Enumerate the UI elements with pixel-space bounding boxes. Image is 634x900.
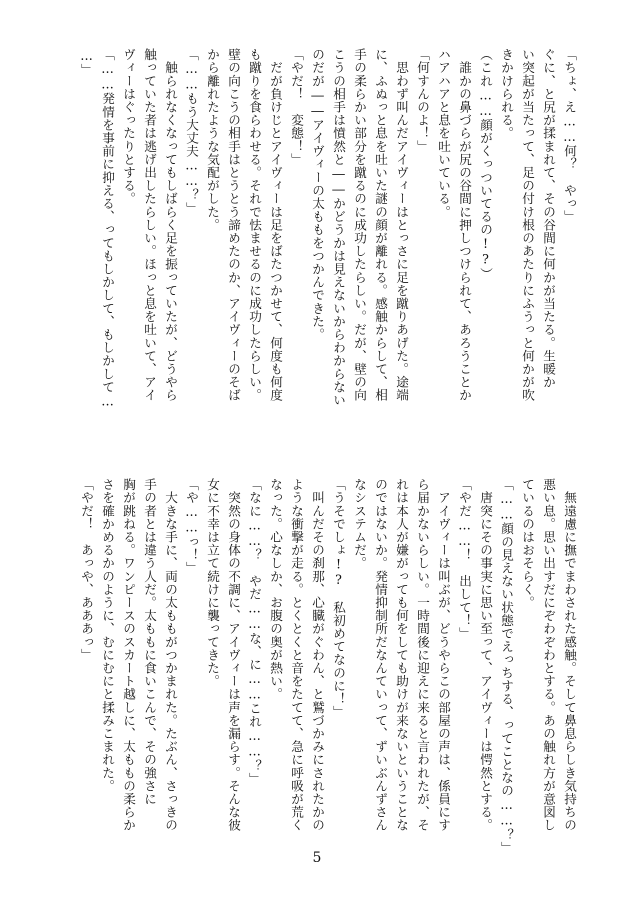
text-line: きかけられる。	[499, 48, 514, 140]
text-line: れは本人が嫌がっても何をしても助けが来ないということな	[394, 478, 409, 832]
lower-text-block	[75, 478, 580, 855]
text-line: さを確かめるかのように、むにむにと揉みこまれた。	[100, 478, 115, 793]
text-line: （これ……顔がくっついてるの!?）	[478, 48, 493, 281]
text-line: 女に不幸は立て続けに襲ってきた。	[205, 478, 220, 688]
text-line: 大きな手に、両の太ももがつかまれた。たぶん、さっきの	[163, 478, 178, 832]
text-line: い突起が当たって、足の付け根のあたりにふうっと何かが吹	[520, 48, 535, 402]
text-line: 「や……っ！」	[184, 478, 199, 575]
text-line: 悪い息。思い出すだにぞわぞわとする。あの触れ方が意図し	[541, 478, 556, 832]
text-line: 胸が跳ねる。ワンピースのスカート越しに、太ももの柔らか	[121, 478, 136, 832]
text-line: に、ふぬっと息を吐いた謎の顔が離れる。感触からして、相	[373, 48, 388, 402]
text-line: 「……もう大丈夫……？」	[184, 48, 199, 215]
text-line: 「ちょ、え……何？ やっ」	[562, 48, 577, 224]
text-line: 壁の向こうの相手はとうとう諦めたのか、アイヴィーのそば	[226, 48, 241, 402]
text-line: 唐突にその事実に思い至って、アイヴィーは愕然とする。	[478, 478, 493, 832]
text-line: 「やだ！ あっや、あああっ」	[79, 478, 94, 662]
text-line: 「やだ！ 変態！」	[289, 48, 304, 166]
text-line: 思わず叫んだアイヴィーはとっさに足を蹴りあげた。途端	[394, 48, 409, 402]
text-line: 誰かの鼻づらが尻の谷間に押しつけられて、あろうことか	[457, 48, 472, 402]
text-line: ヴィーはぐったりとする。	[121, 48, 136, 206]
text-line: 「なに……？ やだ……な、に……これ……？」	[247, 478, 262, 786]
text-line: のだが――アイヴィーの太ももをつかんできた。	[310, 48, 325, 341]
text-line: アイヴィーは叫ぶが、どうやらこの部屋の声は、係員にす	[436, 478, 451, 832]
text-line: 無遠慮に撫でまわされた感触。そして鼻息らしき気持ちの	[562, 478, 577, 832]
text-line: なった。心なしか、お腹の奥が熱い。	[268, 478, 283, 701]
text-line: ら届かないらしい。一時間後に迎えに来ると言われたが、そ	[415, 478, 430, 832]
text-line: 叫んだその刹那、心臓がぐわん、と鷲づかみにされたかの	[310, 478, 325, 832]
text-line: ハアハアと息を吐いている。	[436, 48, 451, 219]
text-line: 手の者とは違う人だ。太ももに食いこんで、その強さに	[142, 478, 157, 806]
text-line: 触っていた者は逃げ出したらしい。ほっと息を吐いて、アイ	[142, 48, 157, 402]
text-line: なシステムだ。	[352, 478, 367, 570]
text-line: から離れたような気配がした。	[205, 48, 220, 232]
text-line: こうの相手は憤然と――かどうかは見えないからわからない	[331, 48, 346, 407]
text-line: 「……発情を事前に抑える、ってもしかして、もしかして…	[100, 48, 115, 409]
text-line: 突然の身体の不調に、アイヴィーは声を漏らす。そんな彼	[226, 478, 241, 832]
text-line: 「何すんのよ！」	[415, 48, 430, 153]
text-line: ているのはおそらく。	[520, 478, 535, 609]
text-line: ぐに、と尻が揉まれて、その谷間に何かが当たる。生暖か	[541, 48, 556, 389]
text-line: も蹴りを食らわせる。それで怯ませるのに成功したらしい。	[247, 48, 262, 402]
upper-text-block	[75, 48, 580, 448]
page-number: 5	[312, 850, 322, 866]
text-line: のではないか。発情抑制所だなんていって、ずいぶんずさん	[373, 478, 388, 832]
text-line: だが負けじとアイヴィーは足をばたつかせて、何度も何度	[268, 48, 283, 402]
text-line: 触られなくなってもしばらく足を振っていたが、どうやら	[163, 48, 178, 402]
text-line: …」	[79, 48, 94, 77]
text-line: 「……顔の見えない状態でえっちする、ってことなの……？」	[499, 478, 514, 855]
text-line: 「やだ……！ 出して！」	[457, 478, 472, 640]
text-line: 手の柔らかい部分を蹴るのに成功したらしい。だが、壁の向	[352, 48, 367, 402]
text-line: 「うそでしょ!? 私初めてなのに！」	[331, 478, 346, 719]
text-line: ような衝撃が走る。とくとくと音をたてて、急に呼吸が荒く	[289, 478, 304, 832]
